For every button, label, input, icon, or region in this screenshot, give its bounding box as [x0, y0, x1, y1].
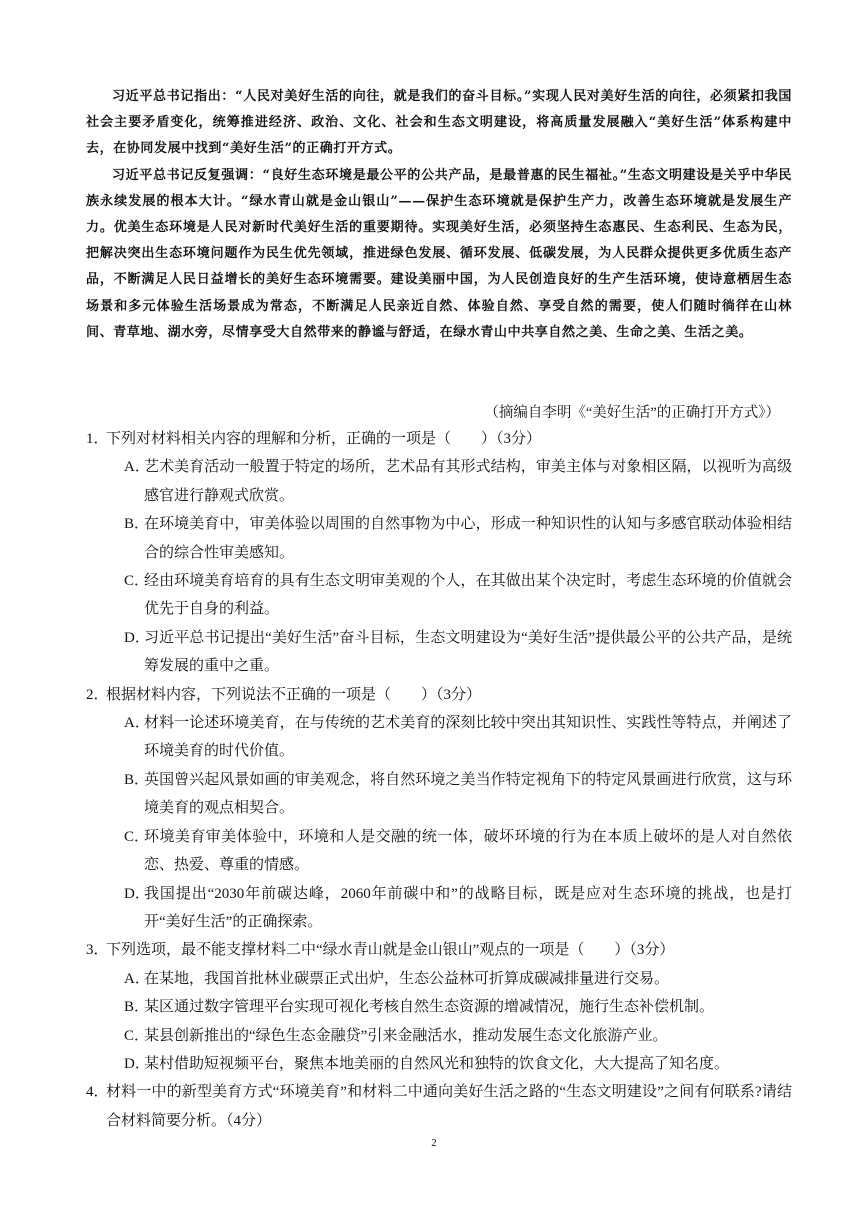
- source-citation: （摘编自李明《“美好生活”的正确打开方式》）: [484, 405, 780, 421]
- question-number: 1．: [86, 431, 109, 447]
- option-key: A．: [124, 459, 150, 476]
- option-text: 环境美育审美体验中，环境和人是交融的统一体，破坏环境的行为在本质上破坏的是人对自然依恋、热爱、尊重的情感。: [144, 828, 792, 874]
- question-stem: 根据材料内容，下列说法不正确的一项是（ ）（3分）: [106, 686, 482, 703]
- option-key: B．: [124, 516, 150, 533]
- option-key: C．: [124, 573, 150, 590]
- question-4: [86, 1078, 792, 1135]
- question-number: 3．: [86, 942, 109, 959]
- option-a: [106, 965, 792, 993]
- question-2: [86, 681, 792, 937]
- option-key: D．: [124, 885, 150, 902]
- option-d: [106, 1050, 792, 1078]
- option-key: A．: [124, 715, 150, 732]
- option-text: 我国提出“2030年前碳达峰，2060年前碳中和”的战略目标，既是应对生态环境的挑战，也是打开“美好生活”的正确探索。: [144, 885, 792, 930]
- material-passage: [86, 84, 792, 346]
- option-text: 在环境美育中，审美体验以周围的自然事物为中心，形成一种知识性的认知与多感官联动体验相结合的综合性审美感知。: [144, 516, 792, 561]
- option-key: B．: [124, 999, 150, 1016]
- option-c: [106, 823, 792, 880]
- option-text: 某村借助短视频平台，聚焦本地美丽的自然风光和独特的饮食文化，大大提高了知名度。: [144, 1055, 730, 1072]
- question-3: [86, 936, 792, 1078]
- option-d: [106, 624, 792, 681]
- question-number: 2．: [86, 686, 109, 703]
- option-text: 英国曾兴起风景如画的审美观念，将自然环境之美当作特定视角下的特定风景画进行欣赏，这与环境美育的观点相契合。: [144, 771, 792, 817]
- question-stem: 材料一中的新型美育方式“环境美育”和材料二中通向美好生活之路的“生态文明建设”之间有何联系?请结合材料简要分析。（4分）: [106, 1084, 792, 1129]
- question-stem: 下列对材料相关内容的理解和分析，正确的一项是（ ）（3分）: [106, 431, 542, 447]
- option-key: D．: [124, 1055, 150, 1072]
- question-list: [86, 425, 792, 1135]
- option-key: D．: [124, 629, 150, 646]
- option-b: [106, 766, 792, 823]
- material-paragraph-1: 习近平总书记指出：“人民对美好生活的向往，就是我们的奋斗目标。”实现人民对美好生活的向往，必须紧扣我国社会主要矛盾变化，统筹推进经济、政治、文化、社会和生态文明建设，将高质量发展融入“美好生活”体系构建中去，在协同发展中找到“美好生活”的正确打开方式。: [86, 89, 792, 157]
- option-key: C．: [124, 1027, 150, 1044]
- option-a: [106, 453, 792, 510]
- option-text: 某区通过数字管理平台实现可视化考核自然生态资源的增减情况，施行生态补偿机制。: [144, 999, 715, 1016]
- option-a: [106, 709, 792, 766]
- option-text: 某县创新推出的“绿色生态金融贷”引来金融活水，推动发展生态文化旅游产业。: [144, 1027, 668, 1044]
- option-key: A．: [124, 970, 150, 987]
- option-key: B．: [124, 771, 150, 788]
- material-paragraph-2: 习近平总书记反复强调：“良好生态环境是最公平的公共产品，是最普惠的民生福祉。”生态文明建设是关乎中华民族永续发展的根本大计。“绿水青山就是金山银山”——保护生态环境就是保护生产力，改善生态环境就是发展生产力。优美生态环境是人民对新时代美好生活的重要期待。实现美好生活，必须坚持生态惠民、生态利民、生态为民，把解决突出生态环境问题作为民生优先领域，推进绿色发展、循环发展、低碳发展，为人民群众提供更多优质生态产品，不断满足人民日益增长的美好生态环境需要。建设美丽中国，为人民创造良好的生产生活环境，使诗意栖居生态场景和多元体验生活场景成为常态，不断满足人民亲近自然、体验自然、享受自然的需要，使人们随时徜徉在山林间、青草地、湖水旁，尽情享受大自然带来的静谧与舒适，在绿水青山中共享自然之美、生命之美、生活之美。: [86, 167, 792, 340]
- question-number: 4．: [86, 1084, 109, 1101]
- option-text: 艺术美育活动一般置于特定的场所，艺术品有其形式结构，审美主体与对象相区隔，以视听为高级感官进行静观式欣赏。: [144, 459, 792, 504]
- option-text: 习近平总书记提出“美好生活”奋斗目标，生态文明建设为“美好生活”提供最公平的公共产品，是统筹发展的重中之重。: [144, 629, 792, 675]
- option-text: 材料一论述环境美育，在与传统的艺术美育的深刻比较中突出其知识性、实践性等特点，并阐述了环境美育的时代价值。: [144, 715, 792, 760]
- option-text: 在某地，我国首批林业碳票正式出炉，生态公益林可折算成碳减排量进行交易。: [144, 970, 670, 987]
- option-d: [106, 880, 792, 937]
- question-stem: 下列选项，最不能支撑材料二中“绿水青山就是金山银山”观点的一项是（ ）（3分）: [106, 942, 675, 959]
- option-key: C．: [124, 828, 150, 845]
- option-c: [106, 1022, 792, 1050]
- option-c: [106, 567, 792, 624]
- page-number: 2: [431, 1137, 437, 1149]
- option-text: 经由环境美育培育的具有生态文明审美观的个人，在其做出某个决定时，考虑生态环境的价值就会优先于自身的利益。: [144, 573, 792, 618]
- option-b: [106, 993, 792, 1021]
- option-b: [106, 510, 792, 567]
- question-1: [86, 425, 792, 681]
